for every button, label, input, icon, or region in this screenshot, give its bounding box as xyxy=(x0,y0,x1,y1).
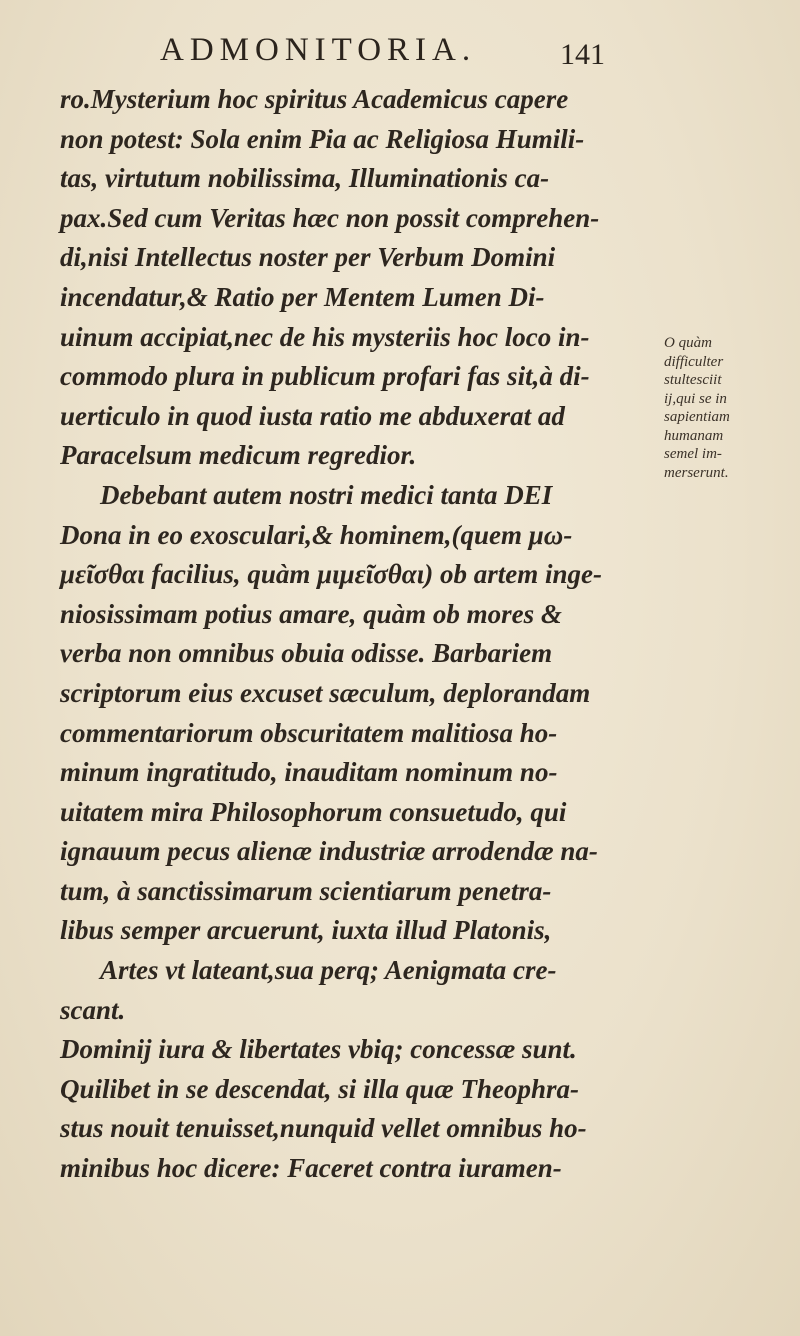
text-line: μεῖσθαι facilius, quàm μιμεῖσθαι) ob artem inge- xyxy=(60,559,602,590)
margin-note-line: ij,qui se in xyxy=(664,390,727,407)
text-line: minibus hoc dicere: Faceret contra iuramen- xyxy=(60,1153,562,1184)
running-title: ADMONITORIA. xyxy=(160,32,477,68)
margin-note-line: O quàm xyxy=(664,335,712,351)
text-line: Debebant autem nostri medici tanta DEI xyxy=(100,479,553,510)
margin-note-line: merserunt. xyxy=(664,464,729,481)
text-line: non potest: Sola enim Pia ac Religiosa Humili- xyxy=(60,123,585,154)
text-line: ignauum pecus alienæ industriæ arrodendæ na- xyxy=(60,836,598,867)
page-number: 141 xyxy=(560,38,605,71)
text-line: Artes vt lateant,sua perq; Aenigmata cre- xyxy=(100,955,557,986)
text-line: commodo plura in publicum profari fas sit,à di- xyxy=(60,361,590,392)
text-line: tum, à sanctissimarum scientiarum penetra- xyxy=(60,875,552,906)
text-line: Paracelsum medicum regredior. xyxy=(60,440,417,471)
text-line: scriptorum eius excuset sæculum, deplorandam xyxy=(60,677,591,708)
text-line: Quilibet in se descendat, si illa quæ Theophra- xyxy=(60,1073,580,1104)
margin-note-line: semel im- xyxy=(664,446,722,462)
text-line: libus semper arcuerunt, iuxta illud Platonis, xyxy=(60,915,552,946)
margin-note-line: difficulter xyxy=(664,353,724,370)
margin-note-line: sapientiam xyxy=(664,409,730,425)
text-line: incendatur,& Ratio per Mentem Lumen Di- xyxy=(60,281,545,312)
text-line: ro.Mysterium hoc spiritus Academicus capere xyxy=(60,84,569,114)
text-line: pax.Sed cum Veritas hæc non possit comprehen- xyxy=(60,202,600,233)
text-line: niosissimam potius amare, quàm ob mores & xyxy=(60,598,562,629)
text-line: commentariorum obscuritatem malitiosa ho- xyxy=(60,717,558,748)
text-line: Dona in eo exosculari,& hominem,(quem μω- xyxy=(60,519,573,550)
text-line: stus nouit tenuisset,nunquid vellet omnibus ho- xyxy=(60,1113,587,1144)
body-text xyxy=(60,80,660,1189)
text-line: uerticulo in quod iusta ratio me abduxerat ad xyxy=(60,400,565,431)
text-line: uitatem mira Philosophorum consuetudo, qui xyxy=(60,796,567,827)
text-line: verba non omnibus obuia odisse. Barbariem xyxy=(60,638,553,669)
margin-note xyxy=(664,334,794,482)
text-line: minum ingratitudo, inauditam nominum no- xyxy=(60,757,558,788)
page-header xyxy=(0,30,800,80)
margin-note-line: stultesciit xyxy=(664,372,722,388)
text-line: di,nisi Intellectus noster per Verbum Domini xyxy=(60,242,556,273)
text-line: Dominij iura & libertates vbiq; concessæ sunt. xyxy=(60,1034,577,1065)
margin-note-line: humanam xyxy=(664,427,724,444)
text-line: scant. xyxy=(60,994,126,1025)
text-line: tas, virtutum nobilissima, Illuminationis ca- xyxy=(60,163,550,194)
text-line: uinum accipiat,nec de his mysteriis hoc loco in- xyxy=(60,321,590,352)
